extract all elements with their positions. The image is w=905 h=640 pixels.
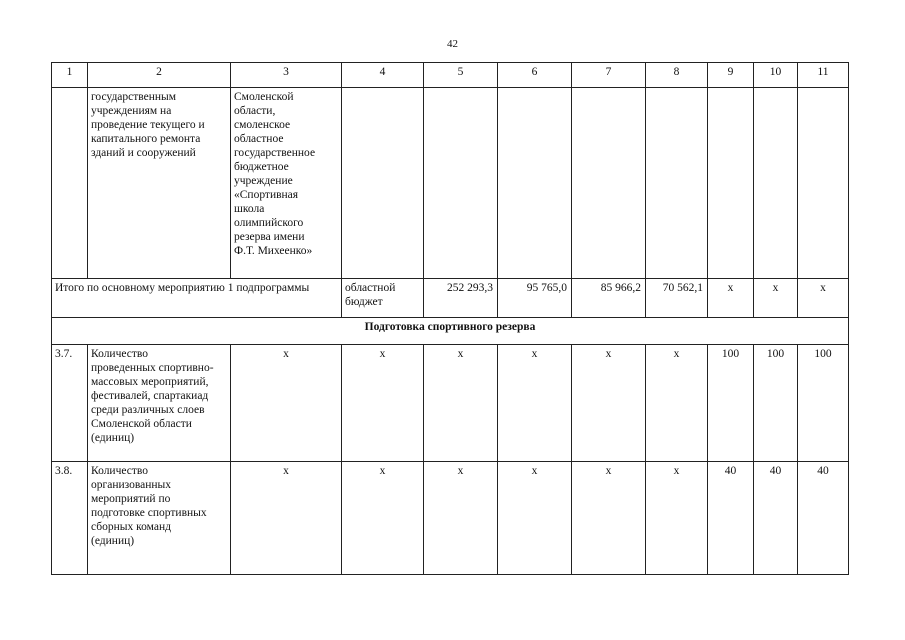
- row-cell: х: [231, 345, 342, 462]
- continuation-row: [52, 88, 849, 279]
- empty-cell: [424, 88, 498, 279]
- row-cell: х: [424, 462, 498, 575]
- header-cell: 11: [798, 63, 849, 88]
- text-line: бюджет: [345, 296, 383, 308]
- row-cell: 40: [708, 462, 754, 575]
- header-cell: 3: [231, 63, 342, 88]
- text-line: капитального ремонта: [91, 133, 201, 145]
- text-line: фестивалей, спартакиад: [91, 390, 209, 402]
- header-cell: 10: [754, 63, 798, 88]
- row-cell: х: [572, 462, 646, 575]
- text-line: мероприятий по: [91, 493, 171, 505]
- text-line: областное: [234, 133, 284, 145]
- total-value: х: [798, 279, 849, 318]
- header-cell: 9: [708, 63, 754, 88]
- total-value: х: [708, 279, 754, 318]
- text-line: смоленское: [234, 119, 291, 131]
- empty-cell: [572, 88, 646, 279]
- total-source: [342, 279, 424, 318]
- section-title: Подготовка спортивного резерва: [52, 318, 849, 345]
- total-value: 252 293,3: [424, 279, 498, 318]
- text-line: олимпийского: [234, 217, 304, 229]
- row-cell: х: [498, 345, 572, 462]
- row-cell: х: [342, 462, 424, 575]
- text-line: подготовке спортивных: [91, 507, 207, 519]
- text-line: бюджетное: [234, 161, 289, 173]
- text-line: Смоленской: [234, 91, 294, 103]
- continuation-executor: [231, 88, 342, 279]
- text-line: Количество: [91, 348, 148, 360]
- header-cell: 4: [342, 63, 424, 88]
- row-cell: х: [231, 462, 342, 575]
- header-cell: 1: [52, 63, 88, 88]
- header-row: [52, 63, 849, 88]
- text-line: Смоленской области: [91, 418, 192, 430]
- page-number: 42: [447, 38, 458, 50]
- text-line: области,: [234, 105, 276, 117]
- header-cell: 5: [424, 63, 498, 88]
- text-line: государственное: [234, 147, 316, 159]
- row-number: 3.8.: [52, 462, 88, 575]
- empty-cell: [342, 88, 424, 279]
- text-line: зданий и сооружений: [91, 147, 196, 159]
- text-line: проведение текущего и: [91, 119, 205, 131]
- empty-cell: [708, 88, 754, 279]
- text-line: школа: [234, 203, 265, 215]
- total-value: х: [754, 279, 798, 318]
- text-line: «Спортивная: [234, 189, 299, 201]
- table-row: [52, 345, 849, 462]
- program-table: [51, 62, 849, 575]
- text-line: массовых мероприятий,: [91, 376, 209, 388]
- total-row: [52, 279, 849, 318]
- text-line: проведенных спортивно-: [91, 362, 214, 374]
- text-line: (единиц): [91, 535, 135, 547]
- header-cell: 8: [646, 63, 708, 88]
- text-line: сборных команд: [91, 521, 171, 533]
- row-cell: х: [646, 462, 708, 575]
- table-row: [52, 462, 849, 575]
- row-name: [88, 462, 231, 575]
- total-value: 95 765,0: [498, 279, 572, 318]
- empty-cell: [754, 88, 798, 279]
- text-line: резерва имени: [234, 231, 305, 243]
- total-label: Итого по основному мероприятию 1 подпрограммы: [52, 279, 342, 318]
- text-line: организованных: [91, 479, 172, 491]
- row-cell: 40: [798, 462, 849, 575]
- row-cell: 100: [754, 345, 798, 462]
- row-cell: х: [342, 345, 424, 462]
- continuation-name: [88, 88, 231, 279]
- row-cell: х: [646, 345, 708, 462]
- total-value: 70 562,1: [646, 279, 708, 318]
- row-name: [88, 345, 231, 462]
- text-line: областной: [345, 282, 396, 294]
- text-line: учреждение: [234, 175, 293, 187]
- text-line: (единиц): [91, 432, 135, 444]
- header-cell: 6: [498, 63, 572, 88]
- row-cell: х: [424, 345, 498, 462]
- row-number: 3.7.: [52, 345, 88, 462]
- total-value: 85 966,2: [572, 279, 646, 318]
- text-line: Ф.Т. Михеенко»: [234, 245, 313, 257]
- row-cell: 100: [798, 345, 849, 462]
- section-row: [52, 318, 849, 345]
- text-line: учреждениям на: [91, 105, 172, 117]
- row-cell: 100: [708, 345, 754, 462]
- row-cell: х: [498, 462, 572, 575]
- text-line: государственным: [91, 91, 177, 103]
- row-cell: х: [572, 345, 646, 462]
- empty-cell: [498, 88, 572, 279]
- header-cell: 2: [88, 63, 231, 88]
- text-line: Количество: [91, 465, 148, 477]
- row-cell: 40: [754, 462, 798, 575]
- header-cell: 7: [572, 63, 646, 88]
- empty-cell: [646, 88, 708, 279]
- empty-cell: [798, 88, 849, 279]
- empty-cell: [52, 88, 88, 279]
- text-line: среди различных слоев: [91, 404, 205, 416]
